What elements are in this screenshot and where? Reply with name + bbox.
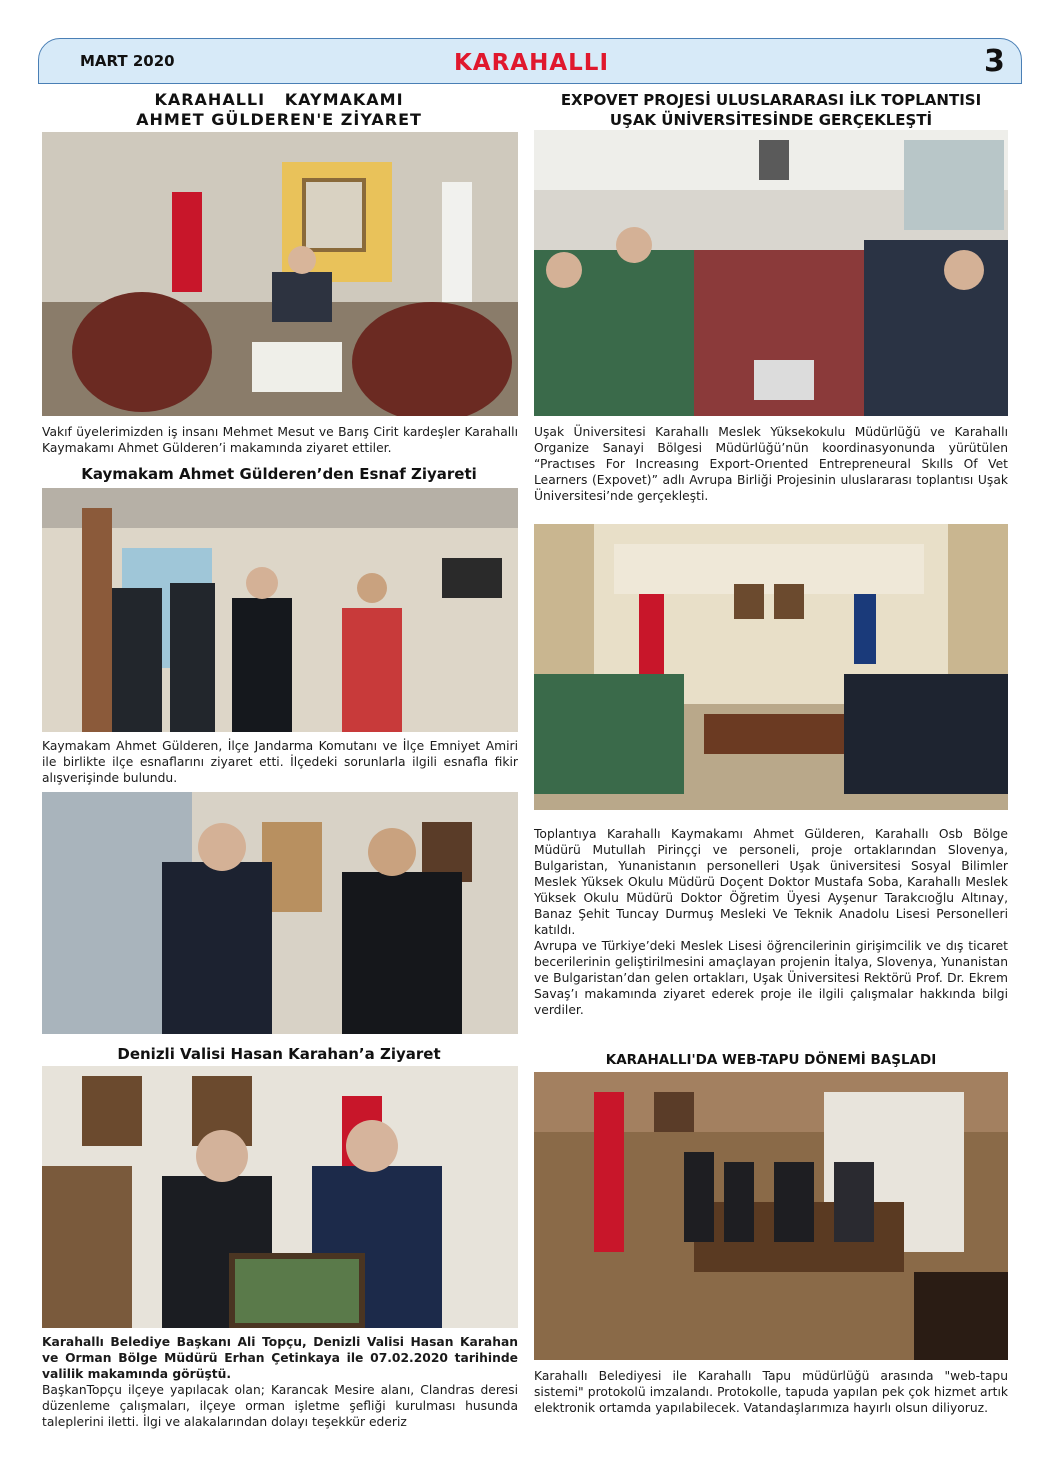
- caption-webtapu: Karahallı Belediyesi ile Karahallı Tapu müdürlüğü arasında "web-tapu sistemi" protokolü imzalandı. Protokolle, tapuda yapılan pek çok hizmet artık elektronik ortamda yapılabilecek. Vatandaşlarımıza hayırlı olsun diliyoruz.: [534, 1369, 1008, 1415]
- caption-rector-p2: Avrupa ve Türkiye’deki Meslek Lisesi öğrencilerinin girişimcilik ve dış ticaret becerilerinin geliştirilmesini amaçlayan projenin İtalya, Slovenya, Yunanistan ve Bulgaristan’dan gelen ortakları, Uşak Üniversitesi Rektörü Prof. Dr. Ekrem Savaş’ı makamında ziyaret ederek proje ile ilgili çalışmalar hakkında bilgi verdiler.: [534, 939, 1008, 1017]
- caption-rector-visit: [534, 826, 1008, 1018]
- article-title-denizli-visit: Denizli Valisi Hasan Karahan’a Ziyaret: [117, 1045, 441, 1063]
- issue-date: MART 2020: [80, 52, 175, 70]
- newspaper-title: KARAHALLI: [453, 50, 610, 76]
- title-line-1: EXPOVET PROJESİ ULUSLARARASI İLK TOPLANTISI: [560, 91, 982, 109]
- photo-rector-visit: [534, 524, 1008, 810]
- title-line-2: UŞAK ÜNİVERSİTESİNDE GERÇEKLEŞTİ: [609, 111, 933, 129]
- caption-rector-p1: Toplantıya Karahallı Kaymakamı Ahmet Gülderen, Karahallı Osb Bölge Müdürü Mutullah Pirinççi ve personeli, proje ortaklarından Slovenya, Bulgaristan, Yunanistanın personelleri Uşak üniversitesi Sosyal Bilimler Meslek Yüksek Okulu Müdürü Doçent Doktor Mustafa Soba, Karahallı Meslek Yüksek Okulu Müdürü Doktor Öğretim Üyesi Ayşenur Tarakcıoğlu Altınay, Banaz Şehit Tuncay Durmuş Mesleki Ve Teknik Anadolu Lisesi Personelleri katıldı.: [534, 827, 1008, 937]
- caption-governor-visit: [42, 1334, 518, 1430]
- article-title-expovet: [534, 90, 1008, 130]
- photo-shop-visit: [42, 488, 518, 732]
- title-line-1: KARAHALLI KAYMAKAMI: [154, 90, 404, 109]
- article-title-webtapu: KARAHALLI'DA WEB-TAPU DÖNEMİ BAŞLADI: [605, 1052, 937, 1068]
- caption-shop-visit: Kaymakam Ahmet Gülderen, İlçe Jandarma Komutanı ve İlçe Emniyet Amiri ile birlikte ilçe esnaflarını ziyaret etti. İlçedeki sorunlarla ilgili esnafla fikir alışverişinde bulundu.: [42, 739, 518, 785]
- photo-governor-visit: [42, 1066, 518, 1328]
- caption-governor-body: BaşkanTopçu ilçeye yapılacak olan; Karancak Mesire alanı, Clandras deresi düzenleme çalışmaları, ilçeye orman işletme şefliği kurulması husunda taleplerini iletti. İlgi ve alakalarından dolayı teşekkür ederiz: [42, 1383, 518, 1429]
- page-number: 3: [984, 44, 1005, 79]
- title-line-2: AHMET GÜLDEREN'E ZİYARET: [136, 110, 422, 129]
- article-title-esnaf-visit: Kaymakam Ahmet Gülderen’den Esnaf Ziyareti: [81, 465, 477, 483]
- caption-expovet-meeting: Uşak Üniversitesi Karahallı Meslek Yüksekokulu Müdürlüğü ve Karahallı Organize Sanayi Bölgesi Müdürlüğü’nün koordinasyonunda yürütülen “Practıses For Increasıng Export-Orıented Entrepreneural Skılls Of Vet Learners (Expovet)” adlı Avrupa Birliği Projesinin uluslararası toplantısı Uşak Üniversitesi’nde gerçekleşti.: [534, 425, 1008, 503]
- photo-expovet-meeting: [534, 130, 1008, 416]
- photo-webtapu-signing: [534, 1072, 1008, 1360]
- photo-handshake: [42, 792, 518, 1034]
- photo-office-visit: [42, 132, 518, 416]
- caption-governor-lead: Karahallı Belediye Başkanı Ali Topçu, Denizli Valisi Hasan Karahan ve Orman Bölge Müdürü Erhan Çetinkaya ile 07.02.2020 tarihinde valilik makamında görüştü.: [42, 1335, 518, 1381]
- caption-office-visit: Vakıf üyelerimizden iş insanı Mehmet Mesut ve Barış Cirit kardeşler Karahallı Kaymakamı Ahmet Gülderen’i makamında ziyaret ettiler.: [42, 425, 518, 455]
- article-title-kaymakam-visit: [40, 90, 518, 130]
